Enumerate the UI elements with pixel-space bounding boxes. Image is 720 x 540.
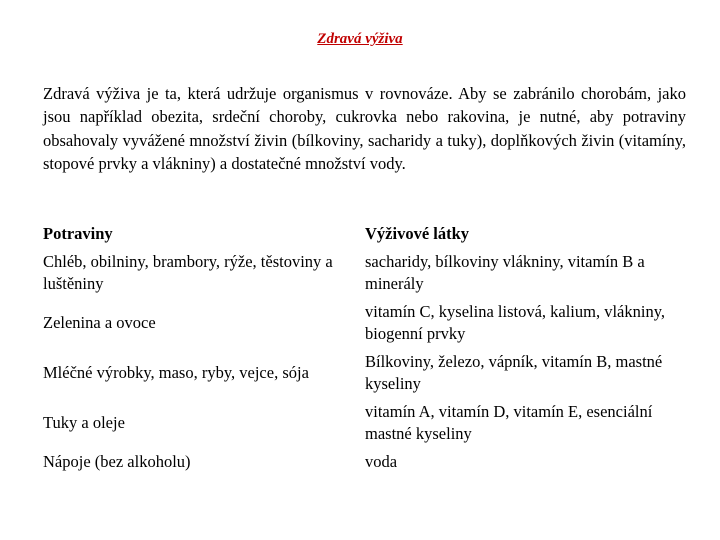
header-food: Potraviny bbox=[43, 224, 113, 243]
food-cell: Tuky a oleje bbox=[43, 413, 125, 432]
food-cell: Mléčné výrobky, maso, ryby, vejce, sója bbox=[43, 363, 309, 382]
table-row bbox=[43, 251, 693, 295]
food-cell: Chléb, obilniny, brambory, rýže, těstoviny a luštěniny bbox=[43, 252, 333, 293]
table-row bbox=[43, 401, 693, 445]
food-cell: Nápoje (bez alkoholu) bbox=[43, 452, 191, 471]
intro-paragraph: Zdravá výživa je ta, která udržuje organismus v rovnováze. Aby se zabránilo chorobám, jako jsou například obezita, srdeční choroby, cukrovka nebo rakovina, je nutné, aby potraviny obsahovaly vyvážené množství živin (bílkoviny, sacharidy a tuky), doplňkových živin (vitamíny, stopové prvky a vlákniny) a dostatečné množství vody. bbox=[43, 84, 686, 173]
table-row bbox=[43, 301, 693, 345]
table-row bbox=[43, 351, 693, 395]
nutrient-cell: vitamín C, kyselina listová, kalium, vlákniny, biogenní prvky bbox=[365, 302, 666, 343]
nutrient-cell: voda bbox=[365, 452, 398, 471]
nutrition-table bbox=[43, 223, 693, 473]
page-title: Zdravá výživa bbox=[317, 31, 403, 47]
nutrient-cell: Bílkoviny, železo, vápník, vitamín B, mastné kyseliny bbox=[365, 352, 663, 393]
header-nutrients: Výživové látky bbox=[365, 224, 470, 243]
food-cell: Zelenina a ovoce bbox=[43, 313, 156, 332]
nutrient-cell: vitamín A, vitamín D, vitamín E, esenciální mastné kyseliny bbox=[365, 402, 653, 443]
table-header-row bbox=[43, 223, 693, 245]
table-row bbox=[43, 451, 693, 473]
nutrient-cell: sacharidy, bílkoviny vlákniny, vitamín B a minerály bbox=[365, 252, 645, 293]
